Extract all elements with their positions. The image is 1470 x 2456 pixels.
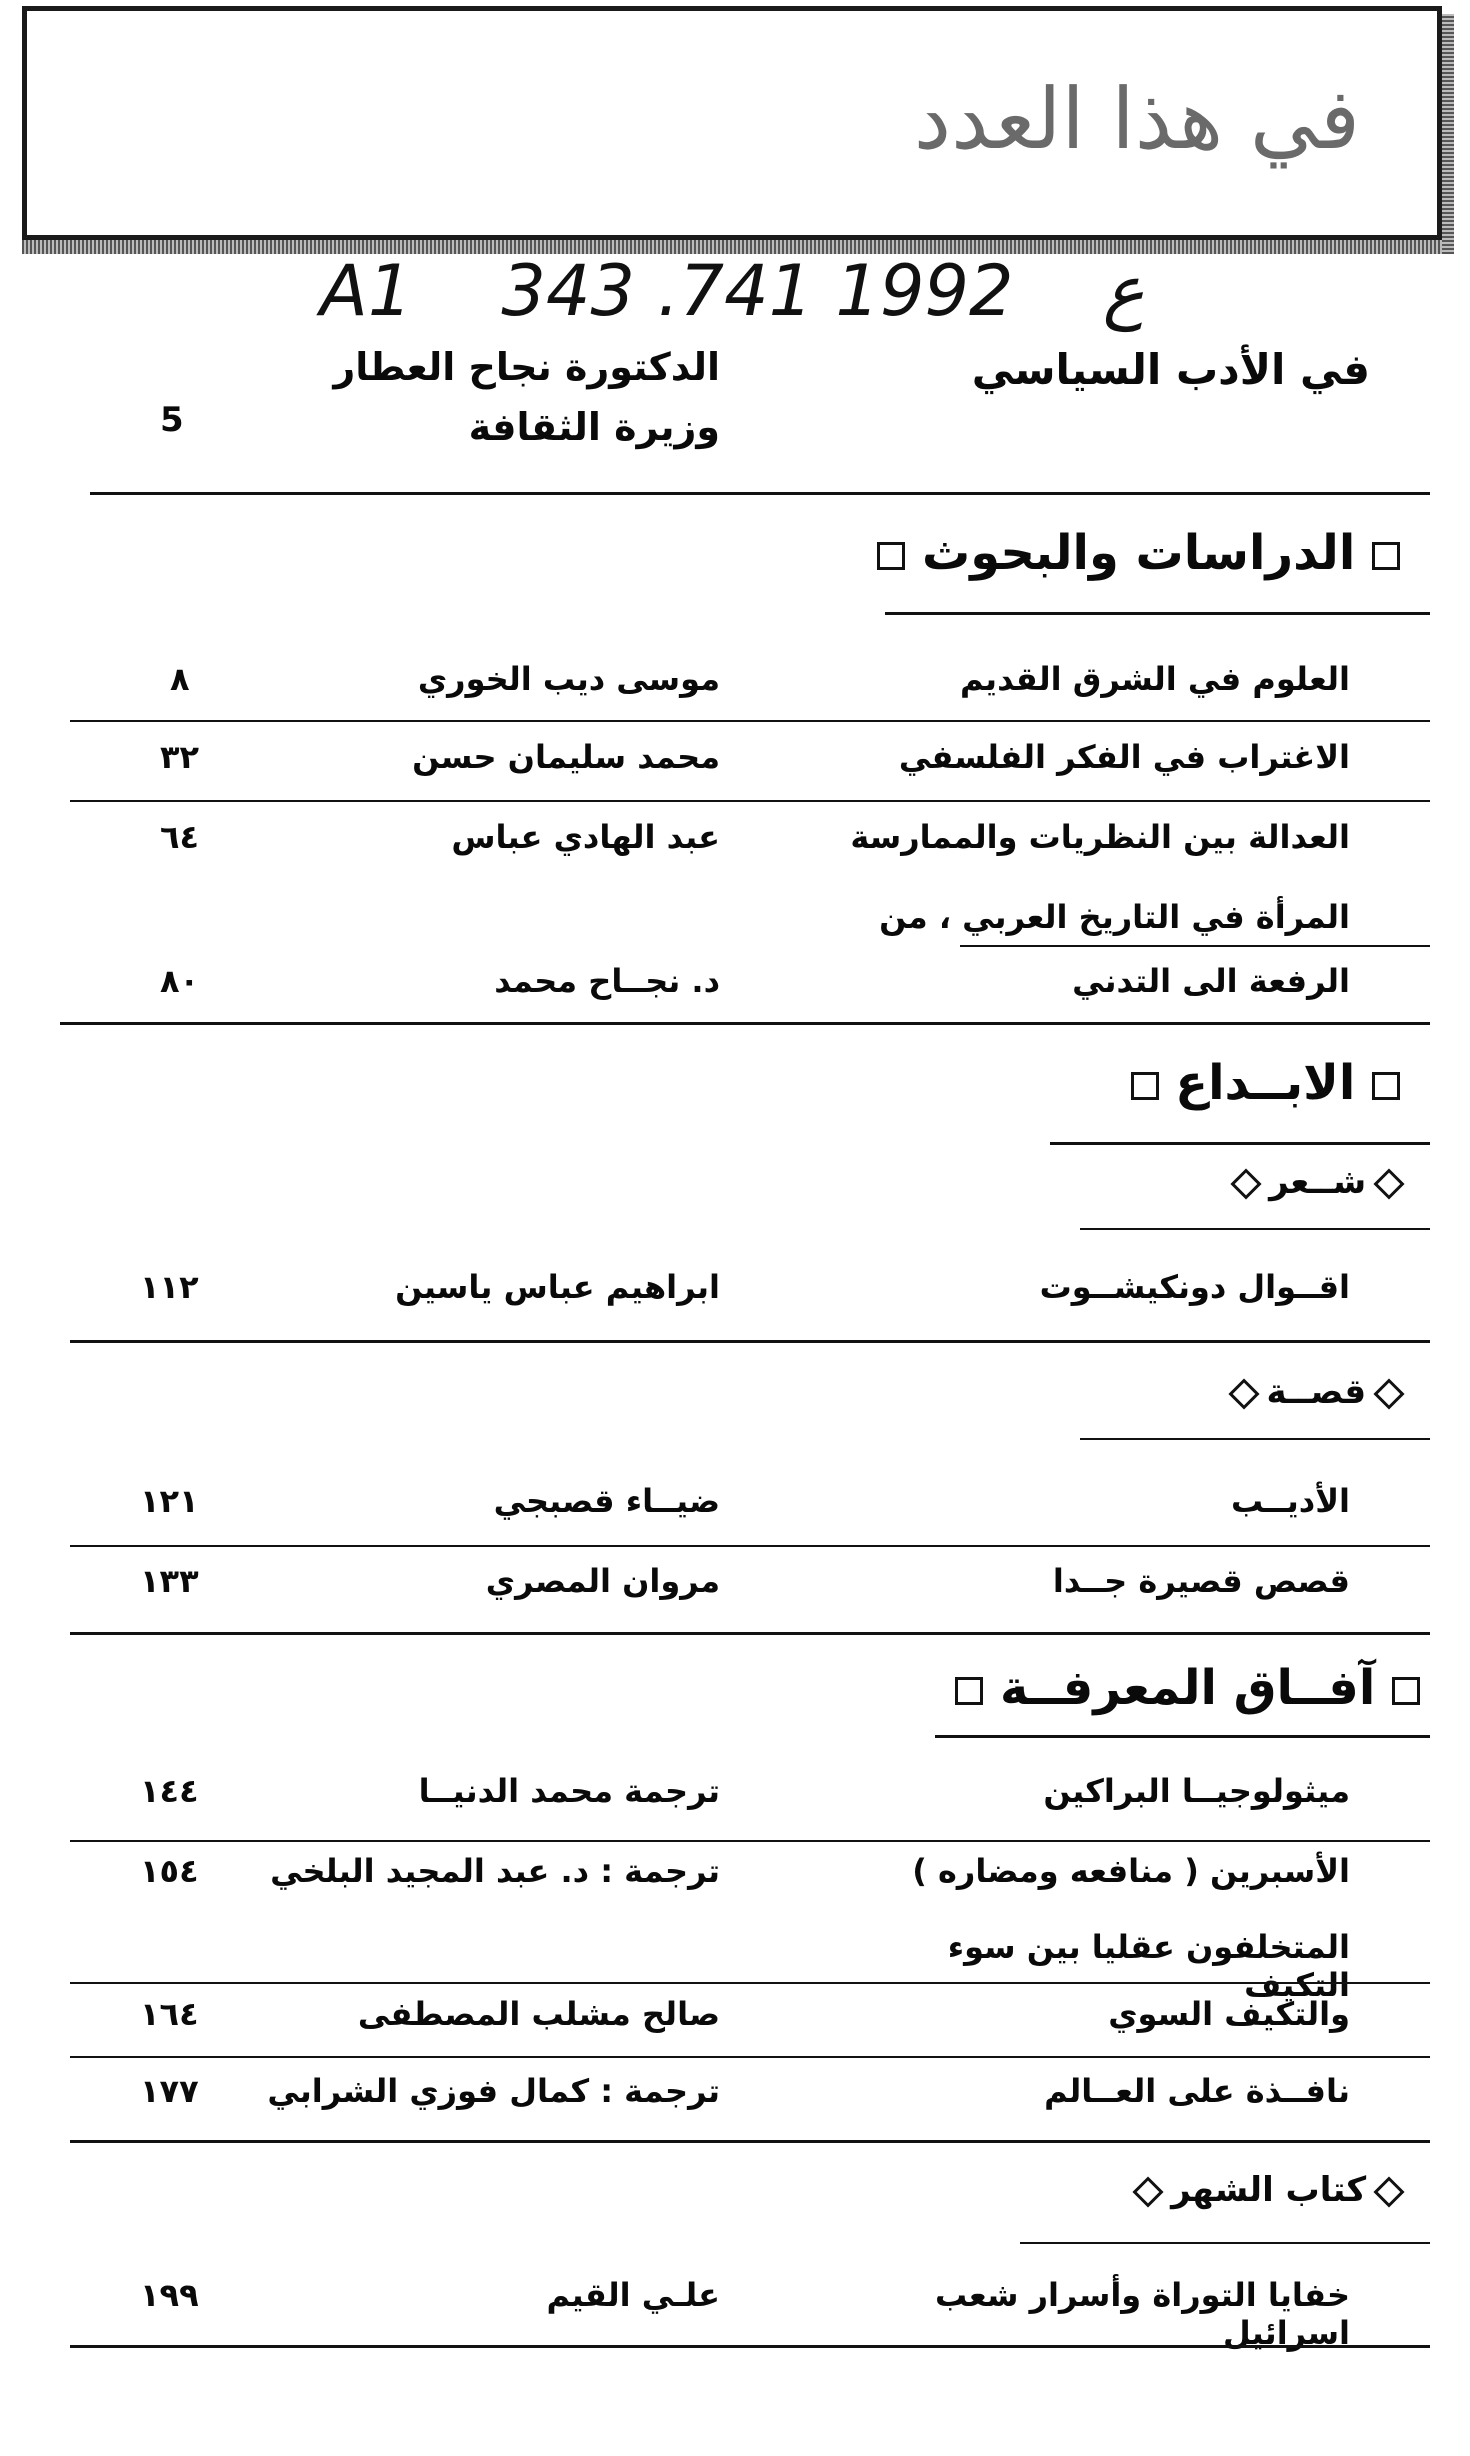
divider <box>70 1632 1430 1635</box>
section-horizons-label: آفــاق المعرفــة <box>999 1660 1376 1716</box>
diamond-icon <box>1373 1168 1404 1199</box>
checkbox-square-icon <box>955 1677 983 1705</box>
subsection-story-label: قصــة <box>1266 1372 1367 1412</box>
entry-page: ٨٠ <box>160 962 200 1000</box>
entry-page: ١١٢ <box>140 1268 199 1306</box>
entry-page: ١٧٧ <box>140 2072 199 2110</box>
divider <box>70 1545 1430 1547</box>
section-horizons-heading <box>900 1660 1420 1716</box>
divider <box>70 1840 1430 1842</box>
entry-page: ١٤٤ <box>140 1772 199 1810</box>
entry-title: العدالة بين النظريات والممارسة <box>850 818 1350 856</box>
entry-author: عبد الهادي عباس <box>451 818 720 856</box>
entry-page: ٨ <box>170 660 190 698</box>
section-creativity-heading <box>960 1055 1400 1111</box>
diamond-icon <box>1133 2176 1164 2207</box>
divider <box>70 2140 1430 2143</box>
entry-title: ميثولوجيــا البراكين <box>1043 1772 1350 1810</box>
entry-page: ١٩٩ <box>140 2276 199 2314</box>
checkbox-square-icon <box>1372 1072 1400 1100</box>
section-underline <box>1080 1438 1430 1440</box>
section-underline <box>1050 1142 1430 1145</box>
entry-author: صالح مشلب المصطفى <box>357 1995 720 2033</box>
entry-title: العلوم في الشرق القديم <box>959 660 1350 698</box>
entry-title: الأديــب <box>1231 1482 1350 1520</box>
intro-title: في الأدب السياسي <box>971 345 1370 394</box>
entry-title: اقــوال دونكيشــوت <box>1039 1268 1350 1306</box>
intro-author-line1: الدكتورة نجاح العطار <box>333 345 720 389</box>
subsection-poetry-heading <box>1050 1162 1400 1202</box>
entry-page: ١٥٤ <box>140 1852 199 1890</box>
entry-title: قصص قصيرة جــدا <box>1052 1562 1350 1600</box>
divider <box>70 1340 1430 1343</box>
banner-frame-shadow-right <box>1442 14 1454 254</box>
intro-page: 5 <box>160 400 184 440</box>
entry-author: ضيــاء قصبجي <box>493 1482 720 1520</box>
entry-title: خفايا التوراة وأسرار شعب اسرائيل <box>935 2276 1350 2352</box>
diamond-icon <box>1228 1378 1259 1409</box>
entry-title: نافــذة على العــالم <box>1044 2072 1350 2110</box>
entry-title-line1: المتخلفون عقليا بين سوء التكيف <box>947 1928 1350 2004</box>
entry-author: مروان المصري <box>485 1562 720 1600</box>
entry-author: ابراهيم عباس ياسين <box>395 1268 720 1306</box>
entry-author: ترجمة : د. عبد المجيد البلخي <box>270 1852 720 1890</box>
checkbox-square-icon <box>877 542 905 570</box>
checkbox-square-icon <box>1392 1677 1420 1705</box>
checkbox-square-icon <box>1372 542 1400 570</box>
divider <box>960 945 1430 947</box>
entry-title: الاغتراب في الفكر الفلسفي <box>898 738 1350 776</box>
section-underline <box>1080 1228 1430 1230</box>
divider <box>70 2345 1430 2348</box>
divider <box>70 720 1430 722</box>
diamond-icon <box>1373 1378 1404 1409</box>
section-underline <box>935 1735 1430 1738</box>
section-studies-heading <box>860 525 1400 581</box>
checkbox-square-icon <box>1131 1072 1159 1100</box>
entry-page: ١٣٣ <box>140 1562 199 1600</box>
handwritten-call-number: A1 343 .ع 1992 741 <box>320 250 1145 332</box>
divider <box>70 2056 1430 2058</box>
diamond-icon <box>1231 1168 1262 1199</box>
divider <box>70 800 1430 802</box>
entry-author: د. نجــاح محمد <box>494 962 720 1000</box>
entry-page: ١٢١ <box>140 1482 199 1520</box>
entry-title: الأسبرين ( منافعه ومضاره ) <box>912 1852 1350 1890</box>
entry-title-line1: المرأة في التاريخ العربي ، من <box>879 898 1350 936</box>
intro-author-line2: وزيرة الثقافة <box>468 405 720 449</box>
section-studies-label: الدراسات والبحوث <box>921 525 1356 581</box>
entry-author: موسى ديب الخوري <box>417 660 720 698</box>
banner-title: في هذا العدد <box>913 70 1360 168</box>
section-underline <box>885 612 1430 615</box>
subsection-book-heading <box>1000 2170 1400 2210</box>
entry-title-line2: الرفعة الى التدني <box>1072 962 1350 1000</box>
entry-author: ترجمة : كمال فوزي الشرابي <box>267 2072 720 2110</box>
entry-title-line2: والتكيف السوي <box>1108 1995 1350 2033</box>
subsection-poetry-label: شــعر <box>1269 1162 1367 1202</box>
entry-page: ٣٢ <box>160 738 200 776</box>
entry-page: ١٦٤ <box>140 1995 199 2033</box>
divider <box>90 492 1430 495</box>
section-creativity-label: الابــداع <box>1175 1055 1356 1111</box>
entry-author: ترجمة محمد الدنيــا <box>418 1772 720 1810</box>
section-underline <box>1020 2242 1430 2244</box>
subsection-story-heading <box>1050 1372 1400 1412</box>
diamond-icon <box>1373 2176 1404 2207</box>
divider <box>60 1022 1430 1025</box>
entry-author: محمد سليمان حسن <box>412 738 720 776</box>
entry-page: ٦٤ <box>160 818 200 856</box>
subsection-book-label: كتاب الشهر <box>1171 2170 1367 2210</box>
divider <box>70 1982 1430 1984</box>
entry-author: علـي القيم <box>546 2276 720 2314</box>
